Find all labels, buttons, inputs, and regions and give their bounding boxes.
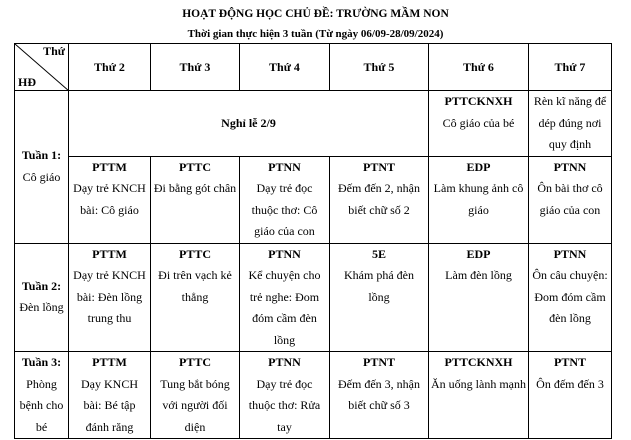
- corner-top-label: Thứ: [43, 44, 65, 58]
- activity-cell: [240, 243, 330, 352]
- week-label-cell: [15, 243, 69, 352]
- day-header: Thứ 2: [69, 44, 151, 91]
- activity-code: PTTM: [92, 159, 127, 174]
- activity-code: EDP: [466, 246, 491, 261]
- day-header: Thứ 3: [151, 44, 240, 91]
- activity-text: Đếm đến 3, nhận biết chữ số 3: [338, 376, 420, 412]
- activity-cell: [429, 91, 529, 157]
- day-header: Thứ 6: [429, 44, 529, 91]
- activity-code: PTNN: [268, 246, 301, 261]
- activity-code: Tuần 3:: [21, 355, 62, 369]
- activity-cell: [429, 243, 529, 352]
- activity-text: Ôn bài thơ cô giáo của con: [537, 181, 603, 217]
- activity-code: Tuần 2:: [21, 278, 62, 293]
- activity-cell: [69, 156, 151, 243]
- holiday-cell: Nghỉ lễ 2/9: [69, 91, 429, 157]
- activity-code: PTNN: [553, 159, 587, 174]
- table-row: [15, 91, 612, 157]
- table-row: [15, 352, 612, 439]
- header-row: [15, 44, 612, 91]
- activity-code: PTTC: [178, 159, 211, 174]
- table-row: [15, 156, 612, 243]
- activity-text: Ăn uống lành mạnh: [431, 376, 526, 391]
- activity-cell: [330, 156, 429, 243]
- activity-code: PTNT: [553, 355, 586, 369]
- activity-text: Làm khung ảnh cô giáo: [433, 181, 524, 217]
- day-header: Thứ 4: [240, 44, 330, 91]
- activity-text: Tung bắt bóng với người đối diện: [160, 376, 230, 434]
- corner-bottom-label: HĐ: [18, 75, 36, 89]
- activity-cell: [151, 243, 240, 352]
- day-header: Thứ 5: [330, 44, 429, 91]
- activity-text: Dạy trẻ KNCH bài: Đèn lồng trung thu: [73, 268, 146, 325]
- activity-cell: [429, 156, 529, 243]
- activity-text: Rèn kĩ năng để dép đúng nơi quy định: [533, 94, 607, 151]
- activity-text: Dạy trẻ đọc thuộc thơ: Rửa tay: [248, 376, 321, 434]
- activity-text: Ôn đếm đến 3: [536, 376, 604, 391]
- week-label-cell: [15, 352, 69, 439]
- activity-text: Dạy KNCH bài: Bé tập đánh răng: [81, 376, 138, 434]
- activity-code: PTTC: [178, 355, 211, 369]
- activity-code: PTTC: [178, 246, 211, 261]
- activity-cell: [529, 91, 612, 157]
- activity-text: Ôn câu chuyện: Đom đóm cầm đèn lồng: [532, 268, 608, 325]
- week-label: Tuần 1:: [21, 148, 62, 163]
- activity-cell: [429, 352, 529, 439]
- activity-cell: [69, 243, 151, 352]
- activity-code: PTNN: [268, 159, 301, 174]
- day-header: Thứ 7: [529, 44, 612, 91]
- activity-code: PTNT: [362, 159, 395, 174]
- activity-text: Dạy trẻ đọc thuộc thơ: Cô giáo của con: [251, 181, 318, 238]
- activity-text: Đèn lồng: [19, 300, 64, 315]
- activity-text: Cô giáo của bé: [442, 115, 515, 130]
- activity-cell: [151, 156, 240, 243]
- week-label-cell: [15, 91, 69, 244]
- activity-code: PTNN: [553, 246, 587, 261]
- activity-code: PTNN: [268, 355, 301, 369]
- activity-cell: [69, 352, 151, 439]
- activity-code: 5E: [371, 246, 386, 261]
- activity-text: Đi trên vạch kẻ thẳng: [158, 268, 232, 304]
- table-row: [15, 243, 612, 352]
- activity-code: PTTCKNXH: [444, 355, 513, 369]
- activity-cell: [330, 243, 429, 352]
- activity-text: Làm đèn lồng: [445, 268, 512, 282]
- activity-text: Khám phá đèn lồng: [344, 268, 414, 304]
- activity-cell: [240, 352, 330, 439]
- document-subtitle: Thời gian thực hiện 3 tuần (Từ ngày 06/09-28/09/2024): [187, 28, 444, 40]
- activity-cell: [529, 243, 612, 352]
- activity-text: Kể chuyện cho trẻ nghe: Đom đóm cầm đèn lồng: [248, 268, 321, 347]
- activity-code: PTTCKNXH: [444, 94, 513, 108]
- schedule-table: [14, 43, 612, 439]
- activity-code: PTNT: [362, 355, 395, 369]
- activity-code: EDP: [466, 159, 491, 174]
- corner-cell: [15, 44, 69, 91]
- activity-text: Đếm đến 2, nhận biết chữ số 2: [338, 181, 420, 217]
- activity-cell: [240, 156, 330, 243]
- activity-text: Dạy trẻ KNCH bài: Cô giáo: [73, 181, 146, 217]
- activity-cell: [330, 352, 429, 439]
- activity-code: PTTM: [92, 355, 127, 369]
- activity-text: Đi bằng gót chân: [153, 181, 237, 195]
- activity-cell: [529, 156, 612, 243]
- week-topic: Cô giáo: [22, 169, 61, 184]
- activity-cell: [151, 352, 240, 439]
- document-title: HOẠT ĐỘNG HỌC CHỦ ĐỀ: TRƯỜNG MẦM NON: [182, 8, 449, 20]
- activity-code: PTTM: [92, 246, 127, 261]
- activity-text: Phòng bệnh cho bé: [19, 376, 64, 434]
- activity-cell: [529, 352, 612, 439]
